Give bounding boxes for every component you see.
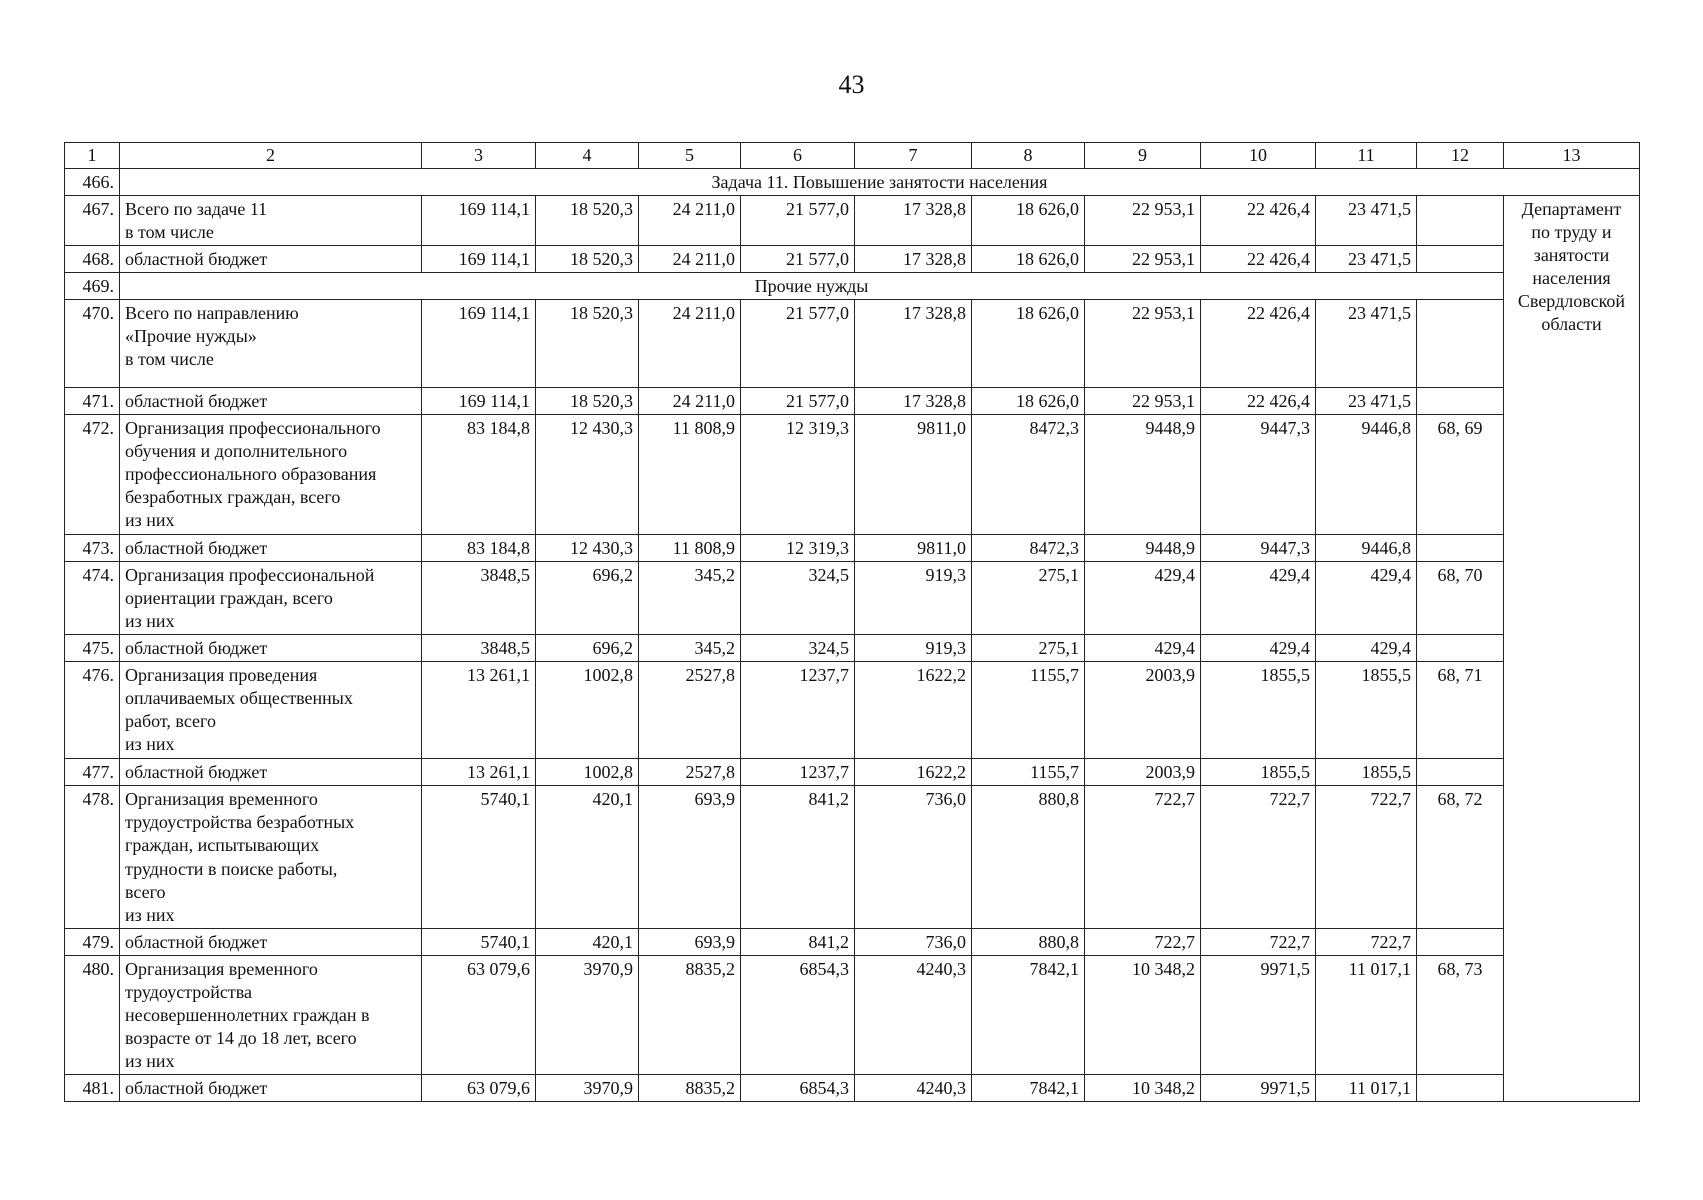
- value-cell: 12 319,3: [741, 415, 855, 535]
- value-cell: 345,2: [639, 635, 741, 662]
- value-cell: 9447,3: [1201, 415, 1316, 535]
- value-cell: 429,4: [1201, 562, 1316, 635]
- value-cell: 8472,3: [972, 535, 1085, 562]
- value-cell: 4240,3: [855, 955, 972, 1074]
- section-title: Задача 11. Повышение занятости населения: [120, 169, 1640, 196]
- value-cell: 324,5: [741, 635, 855, 662]
- target-ref-cell: [1417, 759, 1504, 786]
- row-number: 479.: [65, 928, 120, 955]
- value-cell: 8835,2: [639, 955, 741, 1074]
- value-cell: 3848,5: [422, 635, 536, 662]
- value-cell: 22 426,4: [1201, 246, 1316, 273]
- value-cell: 21 577,0: [741, 196, 855, 246]
- value-cell: 2003,9: [1085, 662, 1201, 759]
- row-number: 477.: [65, 759, 120, 786]
- value-cell: 275,1: [972, 562, 1085, 635]
- value-cell: 10 348,2: [1085, 1074, 1201, 1101]
- row-label: Организация временного трудоустройства несовершеннолетних граждан в возрасте от 14 до 18 лет, всего из них: [120, 955, 422, 1074]
- value-cell: 9448,9: [1085, 535, 1201, 562]
- value-cell: 11 808,9: [639, 415, 741, 535]
- value-cell: 1855,5: [1316, 662, 1417, 759]
- table-row: [65, 786, 1640, 928]
- table-row: [65, 759, 1640, 786]
- table-row: [65, 1074, 1640, 1101]
- row-number: 480.: [65, 955, 120, 1074]
- row-label: Всего по задаче 11 в том числе: [120, 196, 422, 246]
- value-cell: 83 184,8: [422, 535, 536, 562]
- value-cell: 722,7: [1316, 786, 1417, 928]
- value-cell: 23 471,5: [1316, 388, 1417, 415]
- column-number: 9: [1085, 143, 1201, 169]
- value-cell: 919,3: [855, 635, 972, 662]
- value-cell: 696,2: [536, 635, 639, 662]
- value-cell: 9811,0: [855, 415, 972, 535]
- section-title: Прочие нужды: [120, 273, 1504, 300]
- row-label: областной бюджет: [120, 759, 422, 786]
- budget-table: [64, 142, 1640, 1102]
- value-cell: 12 319,3: [741, 535, 855, 562]
- value-cell: 7842,1: [972, 955, 1085, 1074]
- row-number: 471.: [65, 388, 120, 415]
- value-cell: 429,4: [1316, 635, 1417, 662]
- column-number: 4: [536, 143, 639, 169]
- row-number: 475.: [65, 635, 120, 662]
- row-label: областной бюджет: [120, 635, 422, 662]
- target-ref-cell: [1417, 928, 1504, 955]
- value-cell: 22 426,4: [1201, 388, 1316, 415]
- table-row: [65, 388, 1640, 415]
- value-cell: 7842,1: [972, 1074, 1085, 1101]
- value-cell: 1002,8: [536, 662, 639, 759]
- value-cell: 6854,3: [741, 1074, 855, 1101]
- value-cell: 722,7: [1201, 786, 1316, 928]
- value-cell: 5740,1: [422, 786, 536, 928]
- value-cell: 10 348,2: [1085, 955, 1201, 1074]
- row-number: 468.: [65, 246, 120, 273]
- target-ref-cell: [1417, 246, 1504, 273]
- table-row: [65, 196, 1640, 246]
- column-number-row: [65, 143, 1640, 169]
- value-cell: 880,8: [972, 928, 1085, 955]
- value-cell: 275,1: [972, 635, 1085, 662]
- value-cell: 17 328,8: [855, 300, 972, 388]
- value-cell: 2003,9: [1085, 759, 1201, 786]
- value-cell: 23 471,5: [1316, 246, 1417, 273]
- row-number: 473.: [65, 535, 120, 562]
- value-cell: 18 626,0: [972, 388, 1085, 415]
- value-cell: 3970,9: [536, 955, 639, 1074]
- value-cell: 9447,3: [1201, 535, 1316, 562]
- table-row: [65, 535, 1640, 562]
- row-label: областной бюджет: [120, 388, 422, 415]
- value-cell: 11 017,1: [1316, 1074, 1417, 1101]
- value-cell: 8835,2: [639, 1074, 741, 1101]
- value-cell: 23 471,5: [1316, 300, 1417, 388]
- value-cell: 169 114,1: [422, 246, 536, 273]
- row-label: Организация временного трудоустройства безработных граждан, испытывающих трудности в поиске работы, всего из них: [120, 786, 422, 928]
- value-cell: 17 328,8: [855, 388, 972, 415]
- value-cell: 736,0: [855, 786, 972, 928]
- row-number: 481.: [65, 1074, 120, 1101]
- value-cell: 24 211,0: [639, 196, 741, 246]
- target-ref-cell: [1417, 196, 1504, 246]
- responsible-department: Департамент по труду и занятости населения Свердловской области: [1504, 196, 1640, 1102]
- row-number: 467.: [65, 196, 120, 246]
- value-cell: 169 114,1: [422, 300, 536, 388]
- value-cell: 1622,2: [855, 662, 972, 759]
- value-cell: 1237,7: [741, 662, 855, 759]
- value-cell: 18 626,0: [972, 246, 1085, 273]
- value-cell: 9446,8: [1316, 415, 1417, 535]
- value-cell: 18 520,3: [536, 300, 639, 388]
- value-cell: 21 577,0: [741, 388, 855, 415]
- value-cell: 1155,7: [972, 662, 1085, 759]
- column-number: 13: [1504, 143, 1640, 169]
- value-cell: 722,7: [1085, 786, 1201, 928]
- value-cell: 13 261,1: [422, 759, 536, 786]
- target-ref-cell: 68, 71: [1417, 662, 1504, 759]
- value-cell: 722,7: [1316, 928, 1417, 955]
- row-label: Организация профессиональной ориентации граждан, всего из них: [120, 562, 422, 635]
- table-row: [65, 928, 1640, 955]
- column-number: 2: [120, 143, 422, 169]
- target-ref-cell: [1417, 535, 1504, 562]
- value-cell: 9446,8: [1316, 535, 1417, 562]
- value-cell: 21 577,0: [741, 246, 855, 273]
- value-cell: 63 079,6: [422, 955, 536, 1074]
- value-cell: 919,3: [855, 562, 972, 635]
- value-cell: 880,8: [972, 786, 1085, 928]
- table-row: [65, 635, 1640, 662]
- value-cell: 1237,7: [741, 759, 855, 786]
- value-cell: 841,2: [741, 786, 855, 928]
- value-cell: 63 079,6: [422, 1074, 536, 1101]
- target-ref-cell: [1417, 1074, 1504, 1101]
- value-cell: 24 211,0: [639, 246, 741, 273]
- value-cell: 24 211,0: [639, 300, 741, 388]
- value-cell: 1002,8: [536, 759, 639, 786]
- value-cell: 18 520,3: [536, 246, 639, 273]
- row-number: 472.: [65, 415, 120, 535]
- value-cell: 736,0: [855, 928, 972, 955]
- value-cell: 22 426,4: [1201, 196, 1316, 246]
- target-ref-cell: 68, 70: [1417, 562, 1504, 635]
- target-ref-cell: 68, 72: [1417, 786, 1504, 928]
- value-cell: 722,7: [1085, 928, 1201, 955]
- value-cell: 6854,3: [741, 955, 855, 1074]
- value-cell: 169 114,1: [422, 388, 536, 415]
- value-cell: 324,5: [741, 562, 855, 635]
- value-cell: 13 261,1: [422, 662, 536, 759]
- target-ref-cell: 68, 73: [1417, 955, 1504, 1074]
- value-cell: 1622,2: [855, 759, 972, 786]
- value-cell: 2527,8: [639, 662, 741, 759]
- section-row: [65, 273, 1640, 300]
- column-number: 3: [422, 143, 536, 169]
- value-cell: 5740,1: [422, 928, 536, 955]
- table-row: [65, 562, 1640, 635]
- value-cell: 3970,9: [536, 1074, 639, 1101]
- row-number: 466.: [65, 169, 120, 196]
- value-cell: 420,1: [536, 928, 639, 955]
- value-cell: 429,4: [1085, 635, 1201, 662]
- value-cell: 169 114,1: [422, 196, 536, 246]
- column-number: 10: [1201, 143, 1316, 169]
- value-cell: 4240,3: [855, 1074, 972, 1101]
- target-ref-cell: 68, 69: [1417, 415, 1504, 535]
- value-cell: 9448,9: [1085, 415, 1201, 535]
- value-cell: 693,9: [639, 786, 741, 928]
- table-row: [65, 955, 1640, 1074]
- row-number: 470.: [65, 300, 120, 388]
- column-number: 1: [65, 143, 120, 169]
- column-number: 6: [741, 143, 855, 169]
- row-label: областной бюджет: [120, 535, 422, 562]
- value-cell: 22 953,1: [1085, 388, 1201, 415]
- value-cell: 18 626,0: [972, 196, 1085, 246]
- value-cell: 429,4: [1085, 562, 1201, 635]
- value-cell: 696,2: [536, 562, 639, 635]
- value-cell: 17 328,8: [855, 196, 972, 246]
- value-cell: 22 953,1: [1085, 246, 1201, 273]
- value-cell: 22 953,1: [1085, 300, 1201, 388]
- value-cell: 2527,8: [639, 759, 741, 786]
- value-cell: 429,4: [1201, 635, 1316, 662]
- value-cell: 1855,5: [1201, 662, 1316, 759]
- table-row: [65, 662, 1640, 759]
- value-cell: 722,7: [1201, 928, 1316, 955]
- row-number: 476.: [65, 662, 120, 759]
- column-number: 12: [1417, 143, 1504, 169]
- table-row: [65, 246, 1640, 273]
- value-cell: 1855,5: [1316, 759, 1417, 786]
- row-label: Всего по направлению «Прочие нужды» в том числе: [120, 300, 422, 388]
- value-cell: 1155,7: [972, 759, 1085, 786]
- value-cell: 11 808,9: [639, 535, 741, 562]
- value-cell: 345,2: [639, 562, 741, 635]
- value-cell: 18 626,0: [972, 300, 1085, 388]
- target-ref-cell: [1417, 635, 1504, 662]
- value-cell: 22 953,1: [1085, 196, 1201, 246]
- value-cell: 11 017,1: [1316, 955, 1417, 1074]
- value-cell: 24 211,0: [639, 388, 741, 415]
- row-label: областной бюджет: [120, 928, 422, 955]
- value-cell: 22 426,4: [1201, 300, 1316, 388]
- row-label: Организация профессионального обучения и дополнительного профессионального образования безработных граждан, всего из них: [120, 415, 422, 535]
- row-label: областной бюджет: [120, 246, 422, 273]
- row-number: 469.: [65, 273, 120, 300]
- value-cell: 23 471,5: [1316, 196, 1417, 246]
- column-number: 11: [1316, 143, 1417, 169]
- column-number: 7: [855, 143, 972, 169]
- table-row: [65, 300, 1640, 388]
- value-cell: 841,2: [741, 928, 855, 955]
- value-cell: 9971,5: [1201, 1074, 1316, 1101]
- row-number: 478.: [65, 786, 120, 928]
- value-cell: 17 328,8: [855, 246, 972, 273]
- value-cell: 83 184,8: [422, 415, 536, 535]
- value-cell: 21 577,0: [741, 300, 855, 388]
- row-number: 474.: [65, 562, 120, 635]
- value-cell: 3848,5: [422, 562, 536, 635]
- value-cell: 8472,3: [972, 415, 1085, 535]
- page-number: 43: [838, 70, 865, 99]
- table-row: [65, 415, 1640, 535]
- row-label: областной бюджет: [120, 1074, 422, 1101]
- value-cell: 18 520,3: [536, 196, 639, 246]
- row-label: Организация проведения оплачиваемых общественных работ, всего из них: [120, 662, 422, 759]
- value-cell: 693,9: [639, 928, 741, 955]
- value-cell: 9811,0: [855, 535, 972, 562]
- value-cell: 420,1: [536, 786, 639, 928]
- column-number: 5: [639, 143, 741, 169]
- value-cell: 12 430,3: [536, 415, 639, 535]
- value-cell: 12 430,3: [536, 535, 639, 562]
- target-ref-cell: [1417, 300, 1504, 388]
- table-body: [65, 143, 1640, 1102]
- section-row: [65, 169, 1640, 196]
- value-cell: 9971,5: [1201, 955, 1316, 1074]
- column-number: 8: [972, 143, 1085, 169]
- value-cell: 18 520,3: [536, 388, 639, 415]
- value-cell: 1855,5: [1201, 759, 1316, 786]
- value-cell: 429,4: [1316, 562, 1417, 635]
- target-ref-cell: [1417, 388, 1504, 415]
